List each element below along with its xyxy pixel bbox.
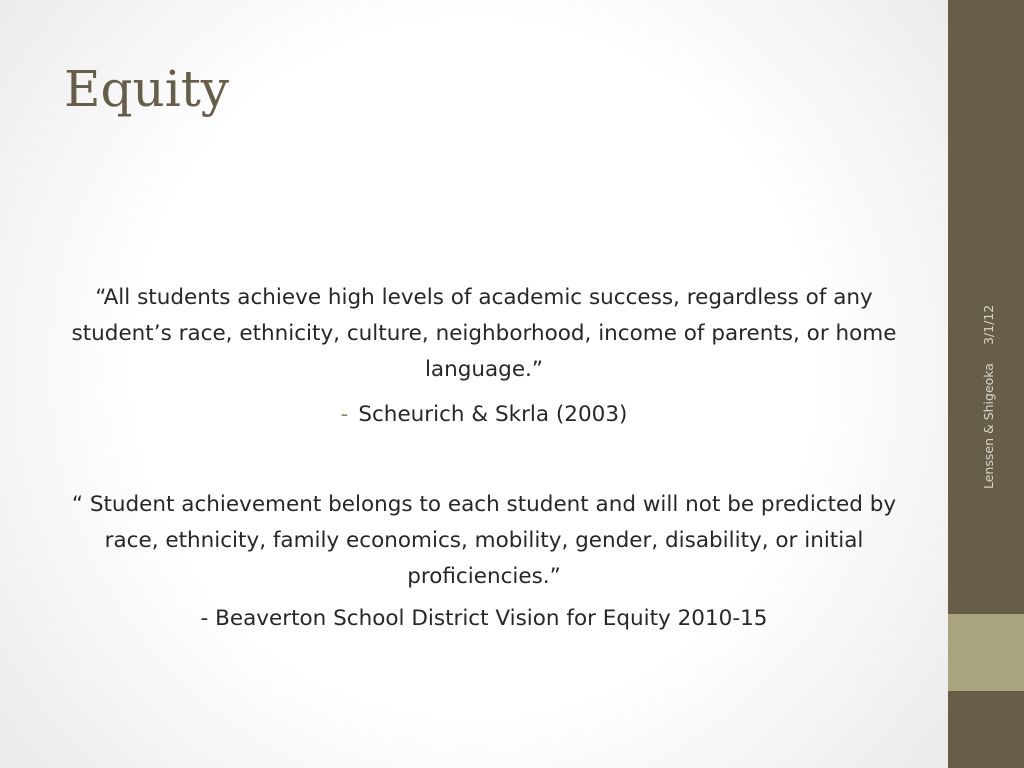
bullet-dash: - bbox=[340, 402, 349, 427]
slide-body bbox=[64, 280, 904, 637]
quote-2-text: “ Student achievement belongs to each student and will not be predicted by race, ethnicity, family economics, mobility, gender, disability, or initial proficiencies.” bbox=[71, 492, 897, 589]
quote-1-attribution: Scheurich & Skrla (2003) bbox=[358, 402, 628, 427]
slide-footer bbox=[978, 229, 1000, 489]
footer-authors: Lenssen & Shigeoka bbox=[981, 363, 996, 489]
quote-2-attribution: - Beaverton School District Vision for Equity 2010-15 bbox=[200, 606, 768, 631]
side-bar-accent bbox=[948, 614, 1024, 691]
quote-1-text: “All students achieve high levels of academic success, regardless of any student’s race, ethnicity, culture, neighborhood, income of parents, or home language.” bbox=[71, 285, 897, 382]
slide-title: Equity bbox=[64, 60, 230, 118]
quote-1-attribution-line bbox=[64, 397, 904, 433]
footer-date: 3/1/12 bbox=[981, 304, 996, 346]
